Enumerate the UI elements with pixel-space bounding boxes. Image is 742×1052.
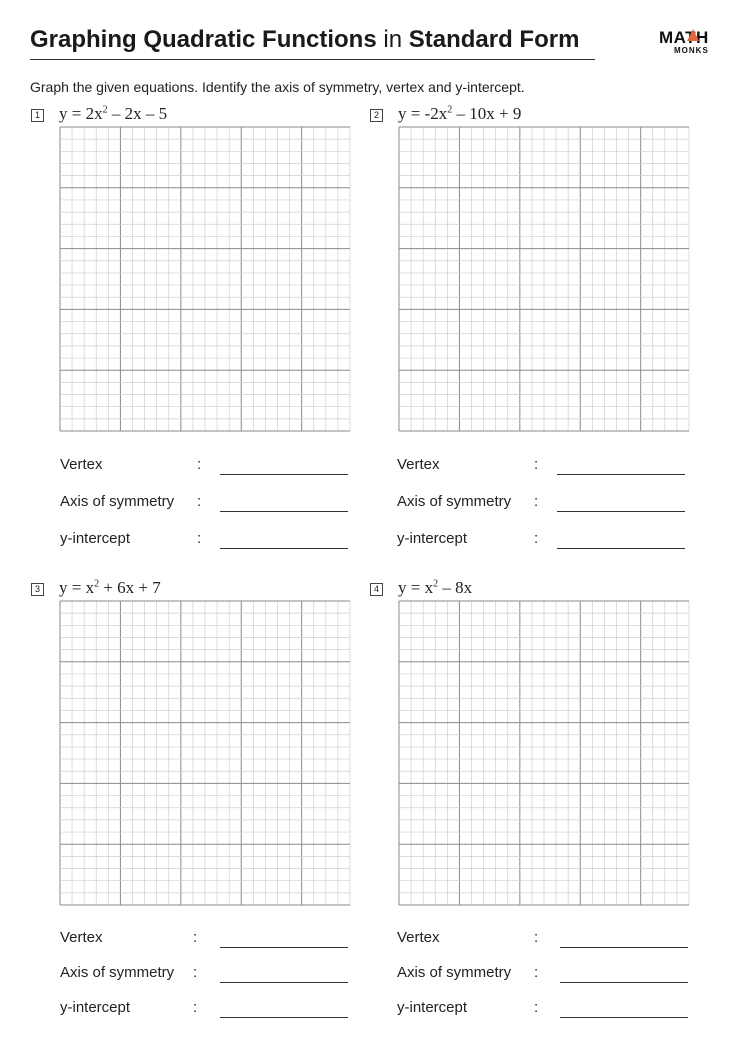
logo-triangle-icon	[687, 29, 699, 41]
vertex-row	[60, 456, 350, 478]
vertex-label: Vertex	[60, 929, 103, 946]
worksheet-title	[30, 26, 579, 54]
problem-number-box: 3	[31, 583, 44, 596]
axis-label: Axis of symmetry	[397, 493, 512, 510]
vertex-label: Vertex	[397, 456, 440, 473]
title-connector: in	[383, 26, 403, 53]
vertex-row	[397, 456, 687, 478]
eq-part-b: – 10x + 9	[452, 104, 522, 123]
logo-math-text: MATH	[659, 28, 709, 47]
eq-part-a: y = x	[398, 578, 434, 597]
problem-number-box: 1	[31, 109, 44, 122]
yint-answer-line[interactable]	[557, 548, 685, 549]
axis-answer-line[interactable]	[560, 982, 688, 983]
colon: :	[193, 929, 198, 946]
math-monks-logo	[656, 28, 718, 58]
colon: :	[534, 493, 539, 510]
eq-part-b: – 2x – 5	[107, 104, 168, 123]
axis-row	[60, 964, 350, 986]
colon: :	[534, 929, 539, 946]
colon: :	[193, 964, 198, 981]
vertex-label: Vertex	[397, 929, 440, 946]
equation	[398, 104, 521, 124]
vertex-row	[397, 929, 687, 951]
colon: :	[193, 999, 198, 1016]
axis-row	[397, 964, 687, 986]
vertex-answer-line[interactable]	[560, 947, 688, 948]
graph-grid[interactable]	[398, 600, 690, 906]
logo-monks-text: MONKS	[674, 46, 709, 55]
title-underline	[30, 59, 595, 60]
axis-answer-line[interactable]	[557, 511, 685, 512]
equation	[59, 104, 167, 124]
colon: :	[534, 456, 539, 473]
vertex-answer-line[interactable]	[557, 474, 685, 475]
yint-answer-line[interactable]	[560, 1017, 688, 1018]
equation	[59, 578, 161, 598]
axis-row	[60, 493, 350, 515]
axis-label: Axis of symmetry	[397, 964, 512, 981]
vertex-answer-line[interactable]	[220, 474, 348, 475]
yint-answer-line[interactable]	[220, 548, 348, 549]
title-bold-2: Standard Form	[408, 26, 580, 53]
vertex-label: Vertex	[60, 456, 103, 473]
axis-row	[397, 493, 687, 515]
yint-label: y-intercept	[397, 530, 468, 547]
graph-grid[interactable]	[59, 126, 351, 432]
yint-label: y-intercept	[60, 530, 131, 547]
colon: :	[534, 964, 539, 981]
axis-label: Axis of symmetry	[60, 493, 175, 510]
axis-answer-line[interactable]	[220, 982, 348, 983]
equation	[398, 578, 472, 598]
problem-number-box: 2	[370, 109, 383, 122]
graph-grid[interactable]	[59, 600, 351, 906]
axis-answer-line[interactable]	[220, 511, 348, 512]
eq-part-b: + 6x + 7	[99, 578, 161, 597]
eq-exponent: 2	[433, 578, 439, 590]
eq-exponent: 2	[447, 104, 453, 116]
colon: :	[197, 493, 202, 510]
vertex-answer-line[interactable]	[220, 947, 348, 948]
eq-exponent: 2	[94, 578, 100, 590]
problem-number-box: 4	[370, 583, 383, 596]
instructions: Graph the given equations. Identify the axis of symmetry, vertex and y-intercept.	[30, 79, 525, 95]
colon: :	[534, 530, 539, 547]
graph-grid[interactable]	[398, 126, 690, 432]
yint-row	[397, 999, 687, 1021]
colon: :	[197, 456, 202, 473]
yint-answer-line[interactable]	[220, 1017, 348, 1018]
eq-part-a: y = -2x	[398, 104, 448, 123]
eq-part-b: – 8x	[438, 578, 473, 597]
yint-label: y-intercept	[397, 999, 468, 1016]
vertex-row	[60, 929, 350, 951]
colon: :	[534, 999, 539, 1016]
axis-label: Axis of symmetry	[60, 964, 175, 981]
title-bold-1: Graphing Quadratic Functions	[30, 26, 377, 53]
eq-exponent: 2	[102, 104, 108, 116]
eq-part-a: y = 2x	[59, 104, 103, 123]
colon: :	[197, 530, 202, 547]
eq-part-a: y = x	[59, 578, 95, 597]
yint-row	[397, 530, 687, 552]
yint-row	[60, 999, 350, 1021]
yint-label: y-intercept	[60, 999, 131, 1016]
yint-row	[60, 530, 350, 552]
